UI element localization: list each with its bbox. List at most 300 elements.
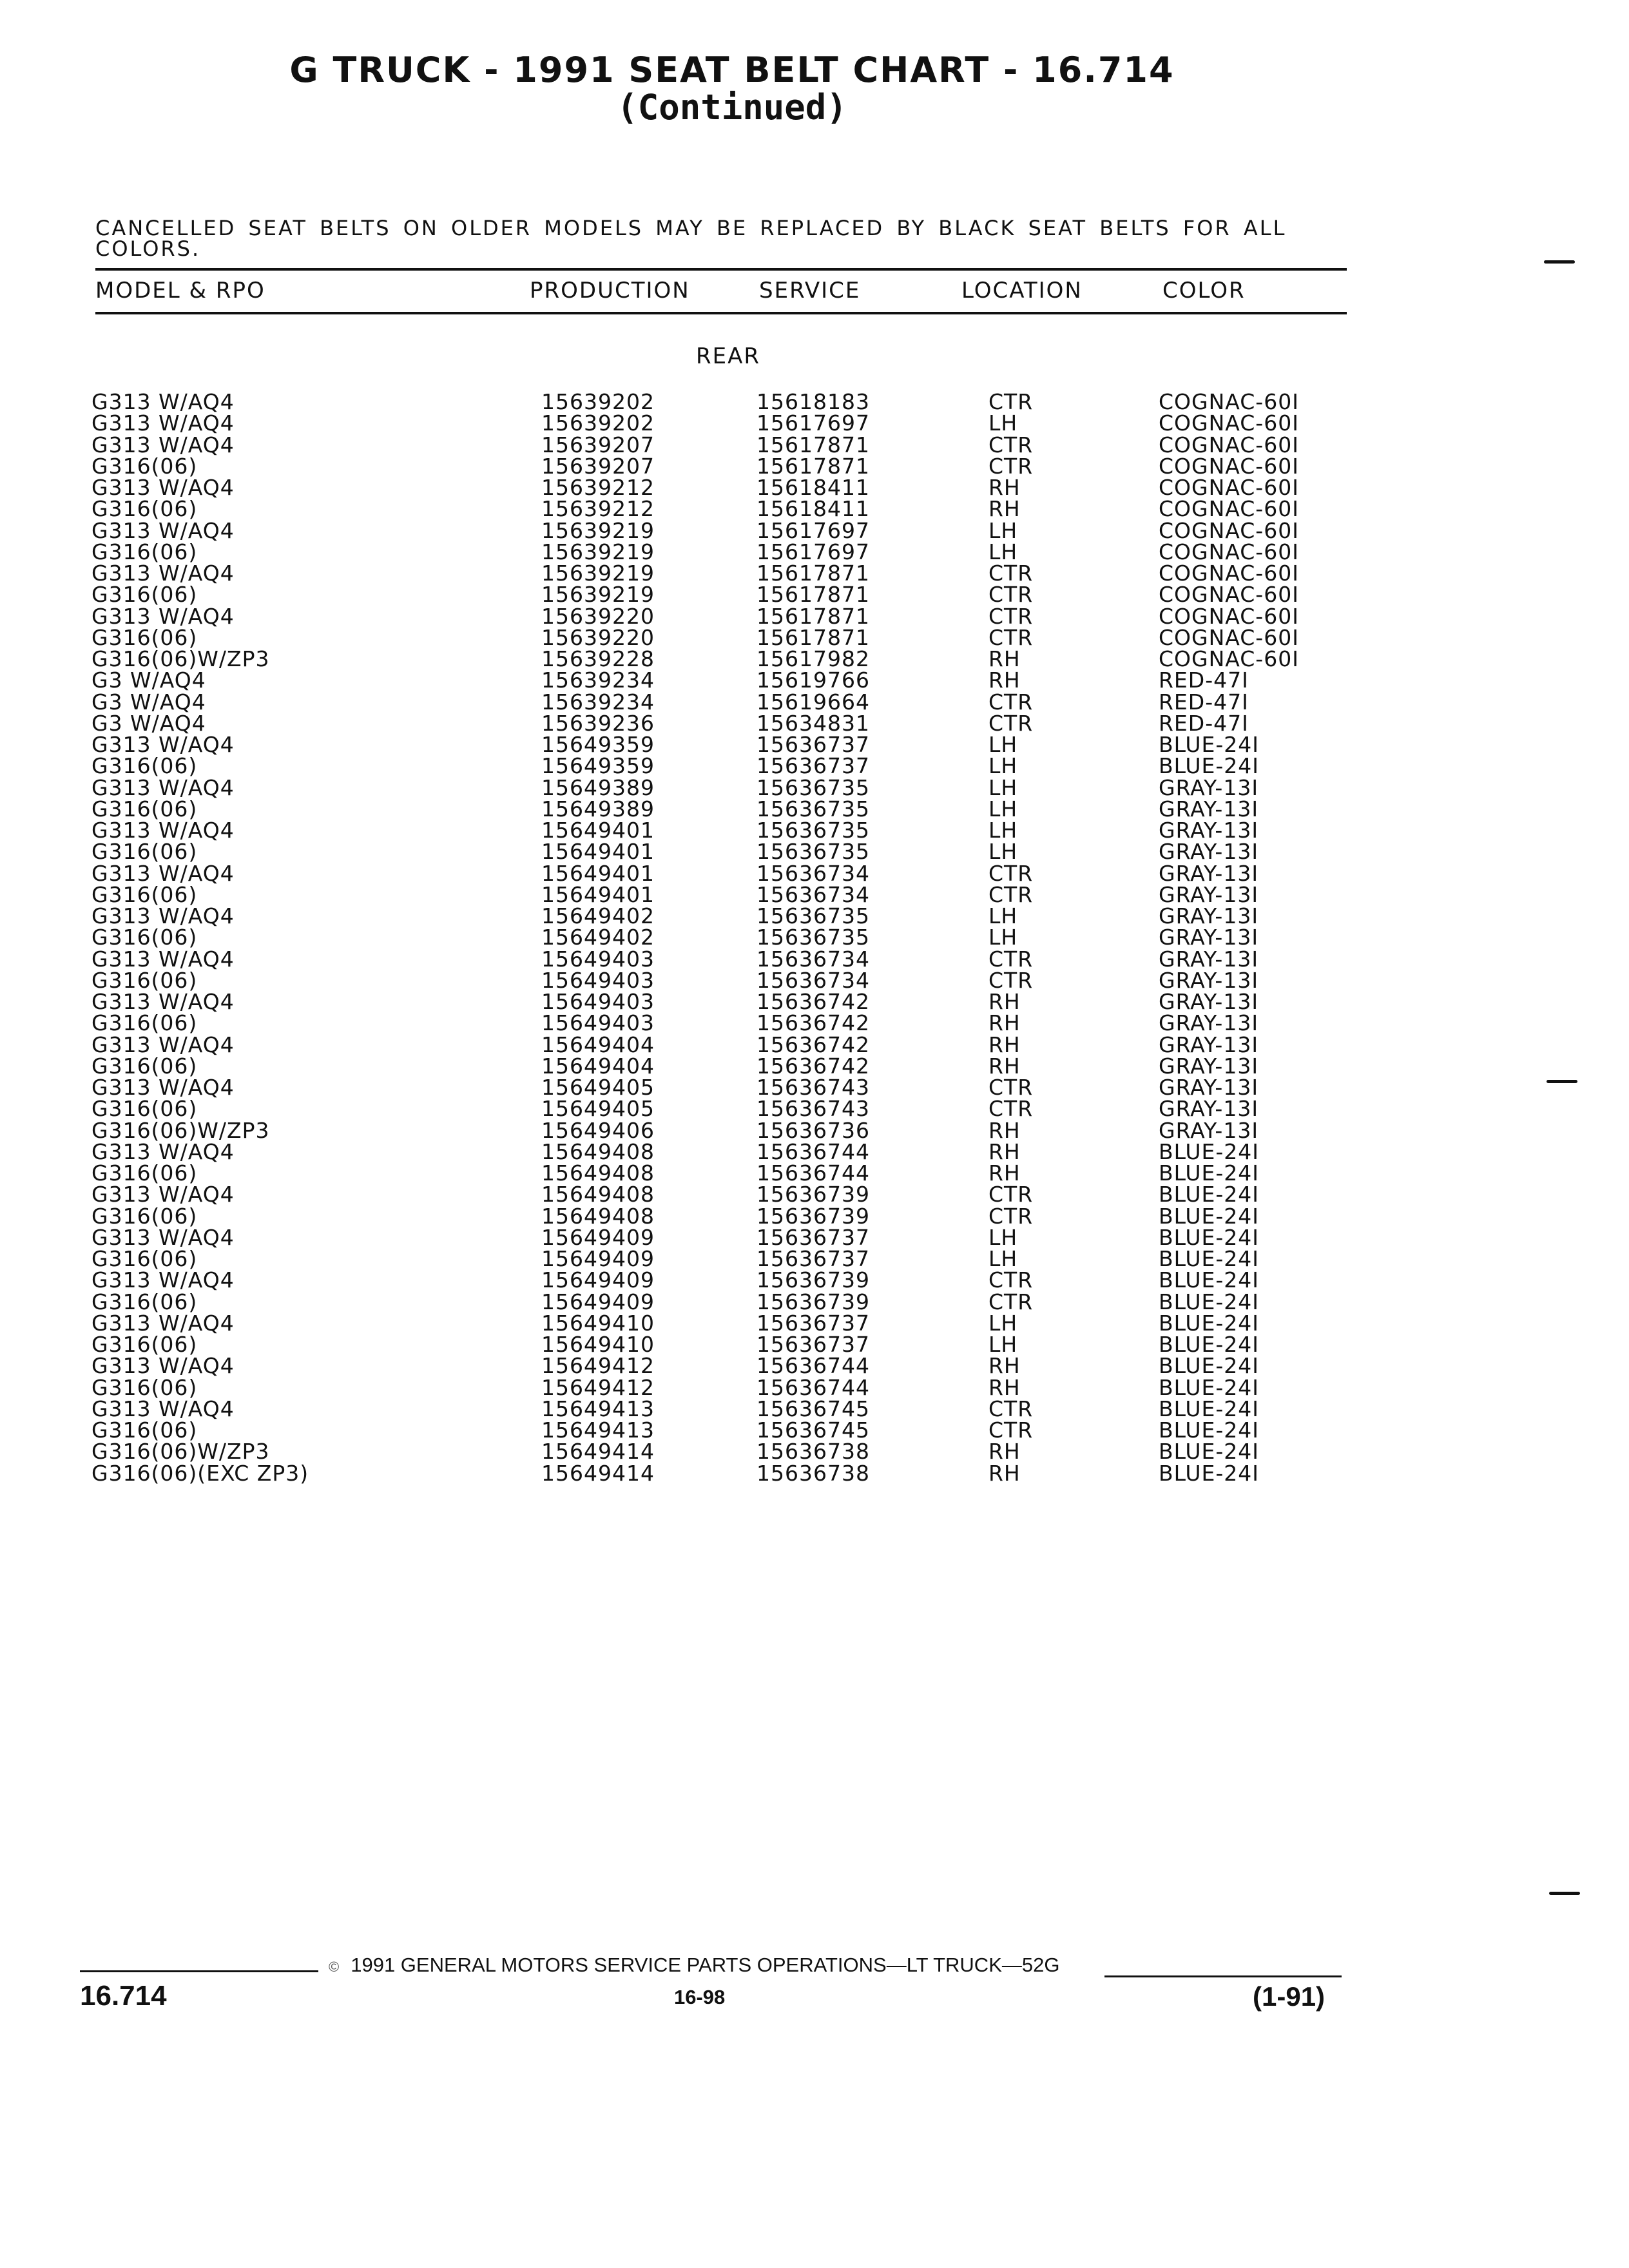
row-color: GRAY-13I: [1159, 1053, 1259, 1079]
row-color: GRAY-13I: [1159, 903, 1259, 928]
table-row: [0, 1162, 1418, 1184]
row-location: CTR: [988, 625, 1034, 650]
row-production: 15649404: [541, 1053, 655, 1079]
row-production: 15649406: [541, 1118, 655, 1143]
row-color: RED-47I: [1159, 668, 1249, 693]
row-service: 15636739: [757, 1182, 870, 1207]
row-model: G313 W/AQ4: [92, 1353, 235, 1378]
column-header-color: COLOR: [1162, 278, 1246, 303]
row-color: RED-47I: [1159, 689, 1249, 715]
row-location: CTR: [988, 561, 1034, 586]
row-model: G316(06): [92, 1246, 198, 1271]
table-row: [0, 927, 1418, 948]
footer-copyright: [329, 1955, 1102, 1977]
table-row: [0, 755, 1418, 776]
row-color: BLUE-24I: [1159, 1182, 1260, 1207]
table-row: [0, 669, 1418, 691]
row-production: 15649408: [541, 1204, 655, 1229]
row-service: 15636744: [757, 1375, 870, 1400]
table-row: [0, 970, 1418, 991]
row-model: G313 W/AQ4: [92, 903, 235, 928]
row-color: BLUE-24I: [1159, 1204, 1260, 1229]
row-production: 15649412: [541, 1375, 655, 1400]
row-production: 15649408: [541, 1160, 655, 1186]
row-production: 15649408: [541, 1139, 655, 1164]
table-row: [0, 391, 1418, 412]
row-service: 15636735: [757, 775, 870, 800]
row-location: LH: [988, 410, 1018, 436]
row-service: 15619664: [757, 689, 870, 715]
row-location: LH: [988, 539, 1018, 564]
row-location: RH: [988, 1353, 1021, 1378]
row-model: G316(06): [92, 753, 198, 778]
row-model: G313 W/AQ4: [92, 1225, 235, 1250]
row-model: G313 W/AQ4: [92, 475, 235, 500]
row-service: 15617871: [757, 604, 870, 629]
row-location: RH: [988, 1053, 1021, 1079]
row-service: 15636744: [757, 1353, 870, 1378]
row-service: 15636735: [757, 839, 870, 864]
row-model: G316(06): [92, 839, 198, 864]
row-production: 15649409: [541, 1289, 655, 1314]
row-service: 15636742: [757, 1053, 870, 1079]
row-location: CTR: [988, 389, 1034, 414]
row-color: BLUE-24I: [1159, 1418, 1260, 1443]
row-production: 15639234: [541, 668, 655, 693]
row-production: 15649414: [541, 1461, 655, 1486]
row-color: COGNAC-60I: [1159, 561, 1299, 586]
row-location: CTR: [988, 1267, 1034, 1293]
row-service: 15617871: [757, 454, 870, 479]
row-production: 15639228: [541, 646, 655, 671]
row-location: CTR: [988, 1396, 1034, 1421]
row-location: CTR: [988, 1096, 1034, 1121]
row-service: 15636744: [757, 1139, 870, 1164]
section-label-rear: REAR: [696, 343, 760, 369]
row-service: 15636743: [757, 1075, 870, 1100]
row-color: COGNAC-60I: [1159, 410, 1299, 436]
row-service: 15636737: [757, 1225, 870, 1250]
cancellation-notice: CANCELLED SEAT BELTS ON OLDER MODELS MAY BE REPLACED BY BLACK SEAT BELTS FOR ALL COLORS.: [95, 216, 1287, 261]
row-color: COGNAC-60I: [1159, 646, 1299, 671]
row-model: G316(06)(EXC ZP3): [92, 1461, 309, 1486]
row-service: 15636737: [757, 1311, 870, 1336]
row-production: 15639207: [541, 454, 655, 479]
row-location: RH: [988, 1010, 1021, 1035]
row-model: G316(06): [92, 1204, 198, 1229]
table-row: [0, 820, 1418, 841]
row-production: 15639219: [541, 518, 655, 543]
row-color: BLUE-24I: [1159, 1246, 1260, 1271]
row-service: 15617871: [757, 561, 870, 586]
table-row: [0, 734, 1418, 755]
header-bottom-rule: [95, 312, 1347, 314]
row-color: BLUE-24I: [1159, 1311, 1260, 1336]
row-model: G313 W/AQ4: [92, 410, 235, 436]
row-location: RH: [988, 1032, 1021, 1057]
row-color: COGNAC-60I: [1159, 582, 1299, 607]
row-location: RH: [988, 1461, 1021, 1486]
row-model: G316(06)W/ZP3: [92, 1118, 270, 1143]
row-production: 15639219: [541, 561, 655, 586]
row-model: G316(06): [92, 1375, 198, 1400]
row-location: CTR: [988, 1182, 1034, 1207]
footer-date-code: (1-91): [1253, 1981, 1325, 2012]
row-service: 15636738: [757, 1461, 870, 1486]
table-row: [0, 841, 1418, 862]
table-row: [0, 1291, 1418, 1312]
row-location: CTR: [988, 454, 1034, 479]
row-location: LH: [988, 1246, 1018, 1271]
row-color: BLUE-24I: [1159, 1353, 1260, 1378]
row-service: 15636735: [757, 903, 870, 928]
table-row: [0, 1034, 1418, 1055]
footer-rule-right: [1104, 1975, 1342, 1977]
row-production: 15649413: [541, 1396, 655, 1421]
column-header-model: MODEL & RPO: [95, 278, 265, 303]
row-color: GRAY-13I: [1159, 968, 1259, 993]
row-color: COGNAC-60I: [1159, 518, 1299, 543]
row-service: 15636745: [757, 1418, 870, 1443]
row-model: G316(06): [92, 1010, 198, 1035]
table-row: [0, 905, 1418, 927]
row-production: 15649412: [541, 1353, 655, 1378]
row-location: CTR: [988, 582, 1034, 607]
row-location: LH: [988, 925, 1018, 950]
table-row: [0, 648, 1418, 669]
row-production: 15639202: [541, 410, 655, 436]
row-service: 15619766: [757, 668, 870, 693]
row-model: G316(06): [92, 1289, 198, 1314]
table-row: [0, 562, 1418, 584]
row-model: G313 W/AQ4: [92, 1311, 235, 1336]
row-service: 15617871: [757, 432, 870, 457]
row-location: CTR: [988, 882, 1034, 907]
edge-tick-mark: [1544, 260, 1575, 264]
row-location: RH: [988, 475, 1021, 500]
row-location: LH: [988, 1332, 1018, 1357]
row-production: 15649389: [541, 775, 655, 800]
row-model: G313 W/AQ4: [92, 1032, 235, 1057]
row-location: CTR: [988, 432, 1034, 457]
row-location: CTR: [988, 711, 1034, 736]
row-model: G316(06): [92, 1096, 198, 1121]
row-color: COGNAC-60I: [1159, 432, 1299, 457]
row-location: LH: [988, 732, 1018, 757]
row-color: GRAY-13I: [1159, 1118, 1259, 1143]
row-production: 15649409: [541, 1225, 655, 1250]
table-row: [0, 477, 1418, 498]
row-service: 15636734: [757, 968, 870, 993]
row-color: COGNAC-60I: [1159, 539, 1299, 564]
row-model: G316(06): [92, 796, 198, 822]
row-location: RH: [988, 1160, 1021, 1186]
footer-section-number: 16.714: [80, 1980, 167, 2012]
table-row: [0, 991, 1418, 1012]
row-model: G316(06)W/ZP3: [92, 1439, 270, 1464]
row-service: 15636734: [757, 947, 870, 972]
header-top-rule: [95, 268, 1347, 271]
row-color: GRAY-13I: [1159, 861, 1259, 886]
page-title: G TRUCK - 1991 SEAT BELT CHART - 16.714: [289, 50, 1175, 90]
row-location: CTR: [988, 1418, 1034, 1443]
row-production: 15649409: [541, 1267, 655, 1293]
row-production: 15649389: [541, 796, 655, 822]
row-service: 15618411: [757, 496, 870, 521]
row-production: 15649403: [541, 1010, 655, 1035]
row-production: 15649359: [541, 753, 655, 778]
row-color: BLUE-24I: [1159, 1439, 1260, 1464]
row-service: 15636737: [757, 732, 870, 757]
table-row: [0, 1377, 1418, 1398]
row-location: RH: [988, 989, 1021, 1014]
row-service: 15636737: [757, 1246, 870, 1271]
row-location: RH: [988, 646, 1021, 671]
table-row: [0, 1269, 1418, 1291]
row-service: 15617697: [757, 518, 870, 543]
row-production: 15649404: [541, 1032, 655, 1057]
row-production: 15649401: [541, 861, 655, 886]
row-color: BLUE-24I: [1159, 1267, 1260, 1293]
table-row: [0, 1463, 1418, 1484]
row-model: G316(06): [92, 582, 198, 607]
row-production: 15639219: [541, 539, 655, 564]
table-row: [0, 1120, 1418, 1141]
row-location: RH: [988, 496, 1021, 521]
row-location: LH: [988, 796, 1018, 822]
row-color: GRAY-13I: [1159, 882, 1259, 907]
row-model: G316(06): [92, 625, 198, 650]
column-header-location: LOCATION: [961, 278, 1083, 303]
row-service: 15636735: [757, 796, 870, 822]
row-color: GRAY-13I: [1159, 775, 1259, 800]
table-row: [0, 1055, 1418, 1077]
row-color: GRAY-13I: [1159, 1032, 1259, 1057]
row-model: G313 W/AQ4: [92, 604, 235, 629]
row-model: G316(06)W/ZP3: [92, 646, 270, 671]
column-header-service: SERVICE: [759, 278, 861, 303]
footer-page-number: 16-98: [674, 1986, 726, 2008]
row-production: 15639202: [541, 389, 655, 414]
row-model: G313 W/AQ4: [92, 1139, 235, 1164]
table-row: [0, 498, 1418, 519]
row-model: G313 W/AQ4: [92, 1075, 235, 1100]
row-production: 15649359: [541, 732, 655, 757]
table-row: [0, 520, 1418, 541]
row-location: RH: [988, 1439, 1021, 1464]
table-row: [0, 584, 1418, 605]
row-service: 15636737: [757, 753, 870, 778]
row-model: G313 W/AQ4: [92, 389, 235, 414]
row-model: G313 W/AQ4: [92, 818, 235, 843]
row-color: BLUE-24I: [1159, 1396, 1260, 1421]
row-production: 15649401: [541, 882, 655, 907]
row-location: RH: [988, 1139, 1021, 1164]
table-row: [0, 1355, 1418, 1376]
row-model: G316(06): [92, 925, 198, 950]
row-location: CTR: [988, 947, 1034, 972]
row-location: CTR: [988, 604, 1034, 629]
row-service: 15617982: [757, 646, 870, 671]
table-row: [0, 1206, 1418, 1227]
table-row: [0, 948, 1418, 970]
row-service: 15636737: [757, 1332, 870, 1357]
table-row: [0, 1312, 1418, 1334]
row-location: LH: [988, 1311, 1018, 1336]
row-production: 15639212: [541, 496, 655, 521]
row-service: 15618411: [757, 475, 870, 500]
row-color: COGNAC-60I: [1159, 496, 1299, 521]
edge-tick-mark: [1549, 1892, 1580, 1895]
footer-rule-left: [80, 1970, 318, 1972]
row-model: G316(06): [92, 882, 198, 907]
row-production: 15649408: [541, 1182, 655, 1207]
table-row: [0, 691, 1418, 713]
row-model: G316(06): [92, 496, 198, 521]
row-model: G313 W/AQ4: [92, 432, 235, 457]
row-production: 15649414: [541, 1439, 655, 1464]
row-model: G313 W/AQ4: [92, 775, 235, 800]
table-row: [0, 1334, 1418, 1355]
row-color: BLUE-24I: [1159, 753, 1260, 778]
row-color: GRAY-13I: [1159, 925, 1259, 950]
row-model: G313 W/AQ4: [92, 947, 235, 972]
row-model: G316(06): [92, 1160, 198, 1186]
table-row: [0, 1419, 1418, 1441]
row-production: 15639219: [541, 582, 655, 607]
row-color: GRAY-13I: [1159, 839, 1259, 864]
row-color: GRAY-13I: [1159, 1010, 1259, 1035]
row-location: CTR: [988, 1075, 1034, 1100]
table-row: [0, 713, 1418, 734]
row-service: 15636734: [757, 882, 870, 907]
row-production: 15649405: [541, 1096, 655, 1121]
footer-copyright-text: 1991 GENERAL MOTORS SERVICE PARTS OPERATIONS—LT TRUCK—52G: [351, 1954, 1060, 1976]
row-production: 15649403: [541, 989, 655, 1014]
row-color: GRAY-13I: [1159, 1096, 1259, 1121]
table-row: [0, 1227, 1418, 1248]
row-service: 15617871: [757, 582, 870, 607]
row-color: COGNAC-60I: [1159, 625, 1299, 650]
row-model: G313 W/AQ4: [92, 518, 235, 543]
row-production: 15639236: [541, 711, 655, 736]
row-service: 15636745: [757, 1396, 870, 1421]
row-service: 15636735: [757, 925, 870, 950]
row-service: 15636742: [757, 989, 870, 1014]
row-production: 15639220: [541, 625, 655, 650]
edge-tick-mark: [1547, 1080, 1577, 1083]
row-production: 15639234: [541, 689, 655, 715]
row-color: GRAY-13I: [1159, 796, 1259, 822]
row-service: 15636744: [757, 1160, 870, 1186]
row-service: 15636734: [757, 861, 870, 886]
row-model: G316(06): [92, 539, 198, 564]
row-production: 15639207: [541, 432, 655, 457]
row-model: G313 W/AQ4: [92, 561, 235, 586]
row-color: RED-47I: [1159, 711, 1249, 736]
page-subtitle: (Continued): [617, 87, 847, 128]
table-row: [0, 1441, 1418, 1462]
row-model: G313 W/AQ4: [92, 861, 235, 886]
row-production: 15649410: [541, 1332, 655, 1357]
table-row: [0, 412, 1418, 434]
row-production: 15639212: [541, 475, 655, 500]
table-row: [0, 627, 1418, 648]
row-location: CTR: [988, 689, 1034, 715]
row-model: G316(06): [92, 454, 198, 479]
row-color: GRAY-13I: [1159, 818, 1259, 843]
row-service: 15636738: [757, 1439, 870, 1464]
row-model: G313 W/AQ4: [92, 1182, 235, 1207]
row-color: COGNAC-60I: [1159, 454, 1299, 479]
row-model: G313 W/AQ4: [92, 989, 235, 1014]
row-model: G313 W/AQ4: [92, 732, 235, 757]
row-location: CTR: [988, 1204, 1034, 1229]
row-color: GRAY-13I: [1159, 1075, 1259, 1100]
table-row: [0, 456, 1418, 477]
table-row: [0, 1248, 1418, 1269]
row-color: BLUE-24I: [1159, 1289, 1260, 1314]
row-color: BLUE-24I: [1159, 1139, 1260, 1164]
row-color: COGNAC-60I: [1159, 604, 1299, 629]
table-row: [0, 1141, 1418, 1162]
row-production: 15649403: [541, 947, 655, 972]
table-row: [0, 884, 1418, 905]
row-production: 15649402: [541, 925, 655, 950]
row-color: BLUE-24I: [1159, 1332, 1260, 1357]
copyright-icon: ©: [329, 1959, 340, 1975]
row-model: G316(06): [92, 1053, 198, 1079]
row-model: G3 W/AQ4: [92, 711, 206, 736]
row-production: 15649403: [541, 968, 655, 993]
row-location: LH: [988, 1225, 1018, 1250]
row-color: GRAY-13I: [1159, 989, 1259, 1014]
row-location: CTR: [988, 861, 1034, 886]
row-service: 15636739: [757, 1267, 870, 1293]
row-model: G316(06): [92, 1332, 198, 1357]
row-location: RH: [988, 668, 1021, 693]
row-location: RH: [988, 1118, 1021, 1143]
table-row: [0, 1077, 1418, 1098]
row-service: 15636742: [757, 1032, 870, 1057]
row-color: BLUE-24I: [1159, 1461, 1260, 1486]
row-model: G313 W/AQ4: [92, 1267, 235, 1293]
row-service: 15636735: [757, 818, 870, 843]
row-production: 15649409: [541, 1246, 655, 1271]
row-color: BLUE-24I: [1159, 1225, 1260, 1250]
row-service: 15636743: [757, 1096, 870, 1121]
row-service: 15617697: [757, 410, 870, 436]
row-location: CTR: [988, 1289, 1034, 1314]
row-service: 15617871: [757, 625, 870, 650]
row-production: 15649405: [541, 1075, 655, 1100]
row-service: 15636736: [757, 1118, 870, 1143]
table-row: [0, 1012, 1418, 1033]
row-model: G3 W/AQ4: [92, 689, 206, 715]
row-production: 15649401: [541, 839, 655, 864]
row-color: GRAY-13I: [1159, 947, 1259, 972]
row-service: 15634831: [757, 711, 870, 736]
row-production: 15649402: [541, 903, 655, 928]
table-row: [0, 1398, 1418, 1419]
row-service: 15636742: [757, 1010, 870, 1035]
row-color: COGNAC-60I: [1159, 475, 1299, 500]
row-location: LH: [988, 518, 1018, 543]
row-service: 15636739: [757, 1289, 870, 1314]
row-location: LH: [988, 839, 1018, 864]
table-row: [0, 434, 1418, 456]
row-location: LH: [988, 775, 1018, 800]
